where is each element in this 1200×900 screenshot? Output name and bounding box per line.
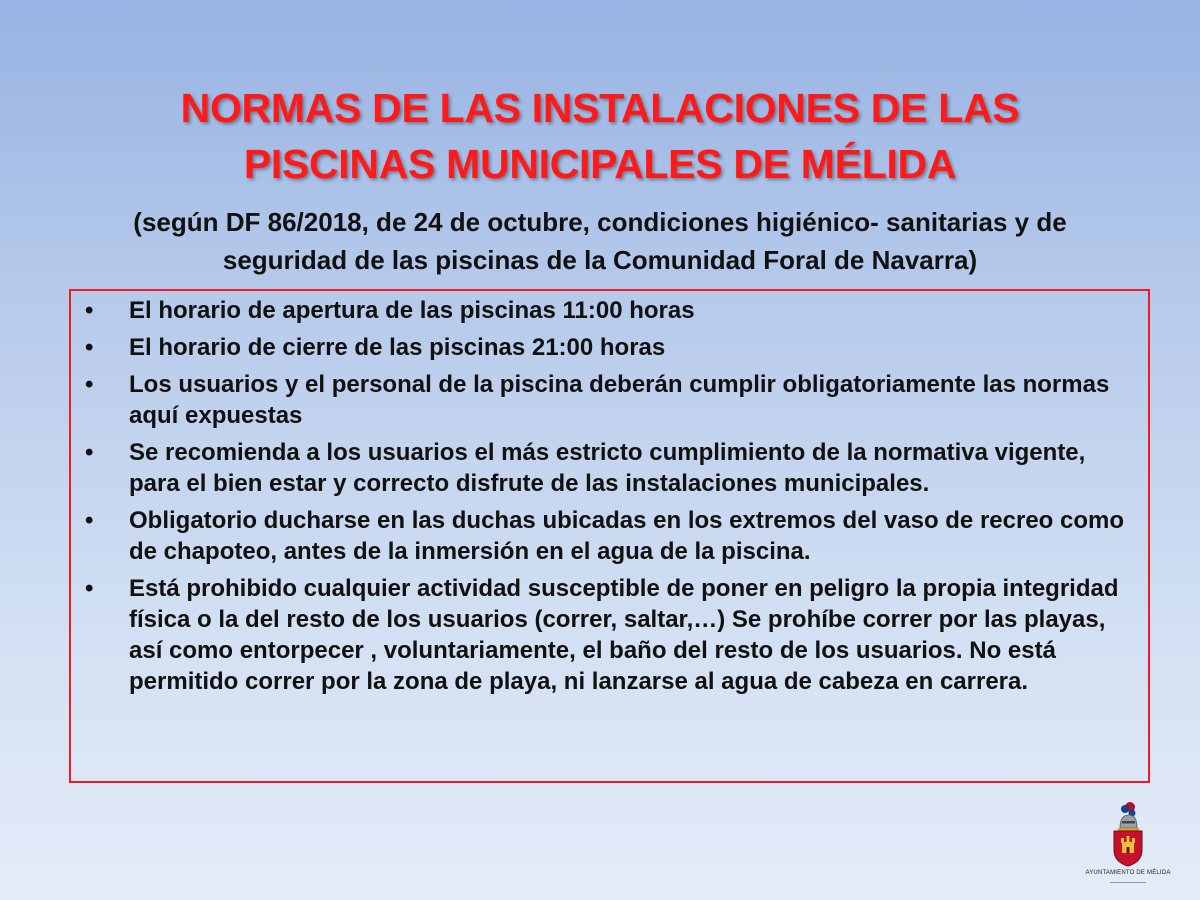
rule-item [71, 505, 1128, 567]
rule-item [71, 332, 1128, 363]
logo-caption: AYUNTAMIENTO DE MÉLIDA [1085, 870, 1171, 876]
title-line-2: PISCINAS MUNICIPALES DE MÉLIDA [243, 141, 957, 187]
rule-text: Está prohibido cualquier actividad susceptible de poner en peligro la propia integridad física o la del resto de los usuarios (correr, saltar,…) Se prohíbe correr por las playas, así como entorpecer , voluntariamente, el baño del resto de los usuarios. No está permitido correr por la zona de playa, ni lanzarse al agua de cabeza en carrera. [129, 575, 1119, 695]
bullet-icon: • [85, 575, 94, 602]
rule-text: Se recomienda a los usuarios el más estricto cumplimiento de la normativa vigente, para el bien estar y correcto disfrute de las instalaciones municipales. [129, 439, 1086, 497]
rule-text: El horario de cierre de las piscinas 21:00 horas [129, 334, 666, 361]
municipal-logo [1080, 800, 1176, 886]
subtitle-line-1: (según DF 86/2018, de 24 de octubre, condiciones higiénico- sanitarias y de [133, 207, 1067, 237]
page-title [0, 80, 1200, 192]
bullet-icon: • [85, 334, 94, 361]
title-line-1: NORMAS DE LAS INSTALACIONES DE LAS [180, 85, 1020, 131]
rules-list [71, 291, 1148, 697]
bullet-icon: • [85, 297, 94, 324]
rules-box [69, 289, 1150, 783]
rule-item [71, 573, 1128, 697]
coat-of-arms-icon [1108, 800, 1148, 868]
rule-item [71, 369, 1128, 431]
subtitle [40, 203, 1160, 279]
rule-item [71, 437, 1128, 499]
rule-text: Los usuarios y el personal de la piscina deberán cumplir obligatoriamente las normas aquí expuestas [129, 371, 1110, 429]
rule-item [71, 295, 1128, 326]
subtitle-line-2: seguridad de las piscinas de la Comunidad Foral de Navarra) [222, 245, 978, 275]
bullet-icon: • [85, 371, 94, 398]
rule-text: El horario de apertura de las piscinas 11:00 horas [129, 297, 695, 324]
rule-text: Obligatorio ducharse en las duchas ubicadas en los extremos del vaso de recreo como de chapoteo, antes de la inmersión en el agua de la piscina. [129, 507, 1125, 565]
bullet-icon: • [85, 439, 94, 466]
bullet-icon: • [85, 507, 94, 534]
logo-underline [1110, 882, 1146, 883]
